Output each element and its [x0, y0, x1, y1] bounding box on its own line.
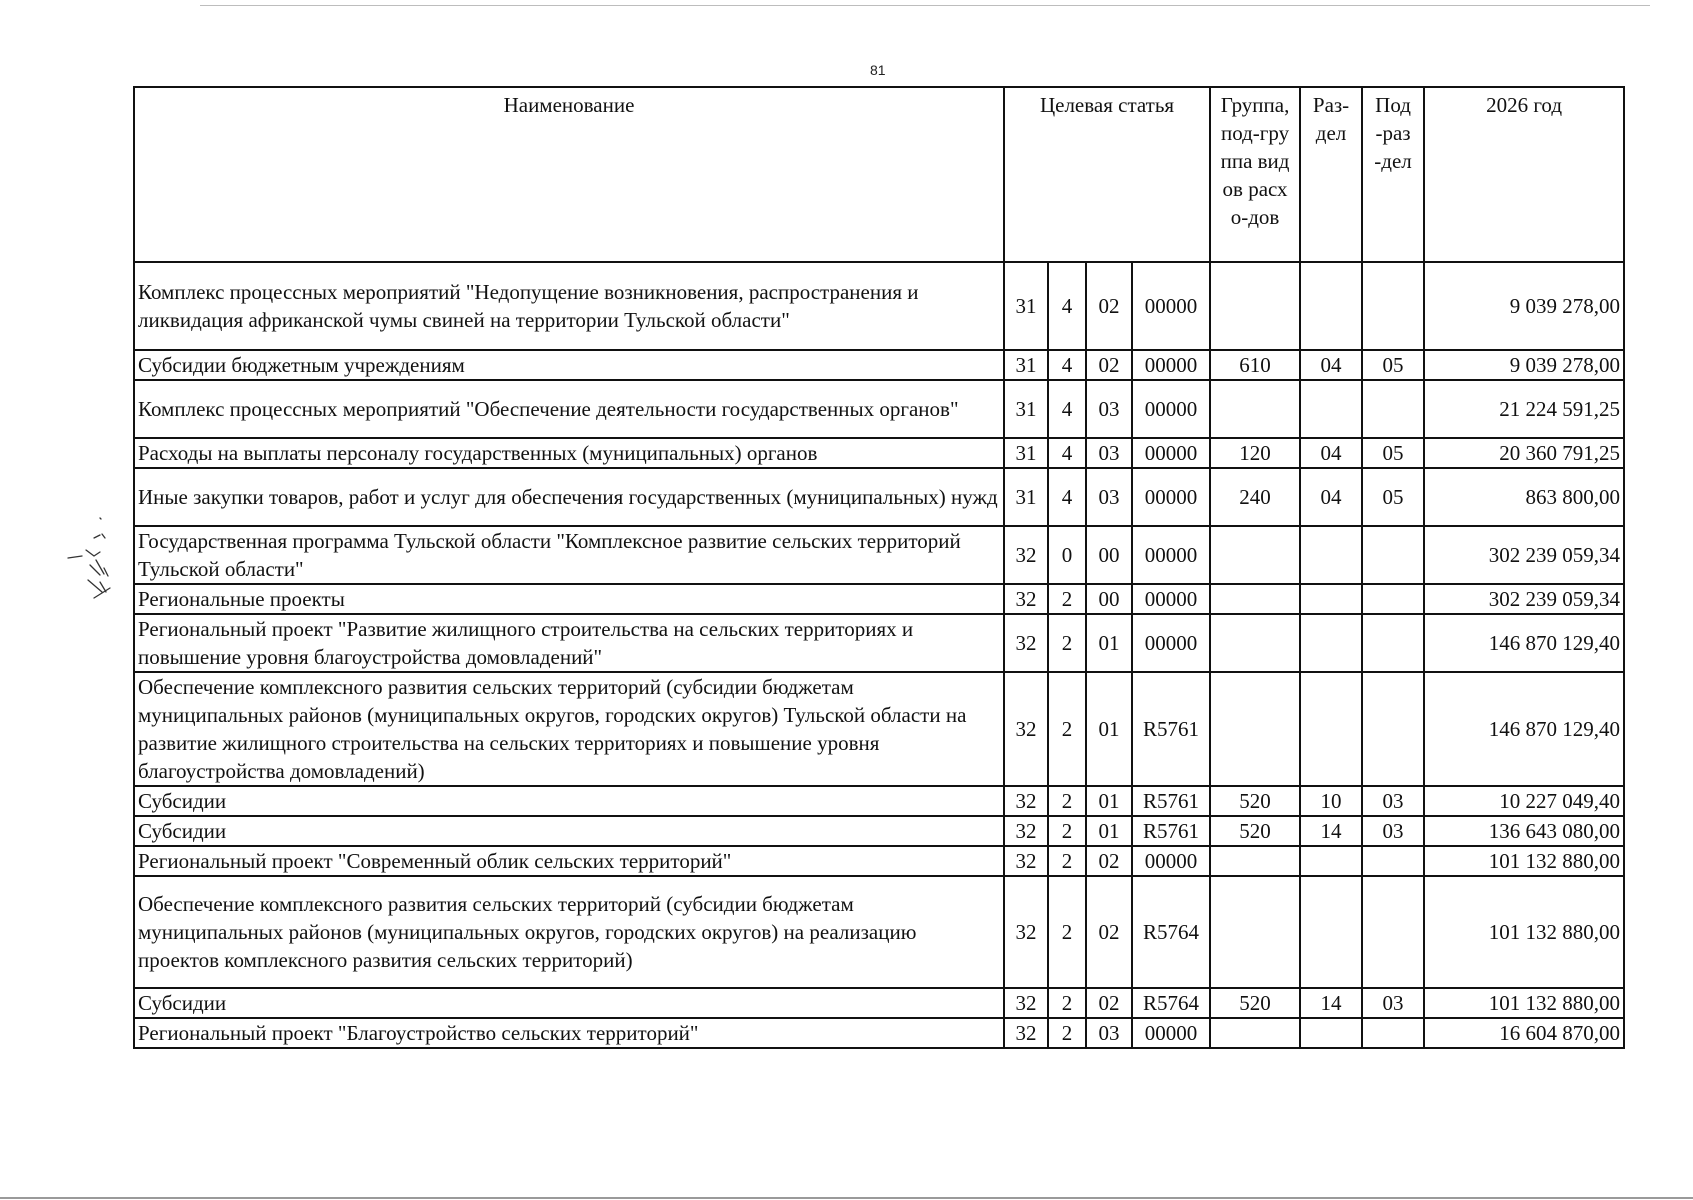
section-code: [1300, 526, 1362, 584]
table-row: [134, 816, 1624, 846]
section-code: 14: [1300, 816, 1362, 846]
section-code: [1300, 876, 1362, 988]
target-article-part-3: 01: [1086, 614, 1132, 672]
subsection-code: [1362, 846, 1424, 876]
subsection-code: 05: [1362, 350, 1424, 380]
target-article-part-4: 00000: [1132, 526, 1210, 584]
table-row: [134, 468, 1624, 526]
table-body: [134, 262, 1624, 1048]
expense-group-code: 520: [1210, 988, 1300, 1018]
subsection-code: 03: [1362, 786, 1424, 816]
target-article-part-2: 2: [1048, 846, 1086, 876]
section-code: 04: [1300, 438, 1362, 468]
table-row: [134, 876, 1624, 988]
header-subsection: Под-раз-дел: [1362, 87, 1424, 262]
subsection-code: 05: [1362, 438, 1424, 468]
target-article-part-1: 32: [1004, 614, 1048, 672]
target-article-part-4: 00000: [1132, 614, 1210, 672]
header-target-article: Целевая статья: [1004, 87, 1210, 262]
subsection-code: 03: [1362, 988, 1424, 1018]
target-article-part-2: 2: [1048, 816, 1086, 846]
expense-group-code: 520: [1210, 816, 1300, 846]
target-article-part-2: 4: [1048, 438, 1086, 468]
table-row: [134, 786, 1624, 816]
table-row: [134, 584, 1624, 614]
amount-2026: 101 132 880,00: [1424, 876, 1624, 988]
row-name: Комплекс процессных мероприятий "Недопущение возникновения, распространения и ликвидация африканской чумы свиней на территории Тульской области": [134, 262, 1004, 350]
target-article-part-1: 32: [1004, 786, 1048, 816]
target-article-part-4: 00000: [1132, 438, 1210, 468]
section-code: 14: [1300, 988, 1362, 1018]
target-article-part-4: 00000: [1132, 1018, 1210, 1048]
row-name: Обеспечение комплексного развития сельских территорий (субсидии бюджетам муниципальных районов (муниципальных округов, городских округов) Тульской области на развитие жилищного строительства на сельских территориях и повышение уровня благоустройства домовладений): [134, 672, 1004, 786]
target-article-part-4: R5761: [1132, 672, 1210, 786]
expense-group-code: 120: [1210, 438, 1300, 468]
table-row: [134, 846, 1624, 876]
table-row: [134, 1018, 1624, 1048]
target-article-part-2: 2: [1048, 614, 1086, 672]
row-name: Региональный проект "Развитие жилищного строительства на сельских территориях и повышение уровня благоустройства домовладений": [134, 614, 1004, 672]
target-article-part-1: 31: [1004, 438, 1048, 468]
target-article-part-3: 02: [1086, 846, 1132, 876]
target-article-part-4: 00000: [1132, 350, 1210, 380]
table-row: [134, 380, 1624, 438]
amount-2026: 146 870 129,40: [1424, 614, 1624, 672]
table-row: [134, 614, 1624, 672]
subsection-code: [1362, 380, 1424, 438]
header-year: 2026 год: [1424, 87, 1624, 262]
target-article-part-4: 00000: [1132, 584, 1210, 614]
subsection-code: [1362, 1018, 1424, 1048]
target-article-part-4: 00000: [1132, 380, 1210, 438]
scan-edge-bottom: [0, 1197, 1693, 1199]
table-row: [134, 526, 1624, 584]
expense-group-code: [1210, 876, 1300, 988]
row-name: Субсидии: [134, 786, 1004, 816]
row-name: Региональный проект "Благоустройство сельских территорий": [134, 1018, 1004, 1048]
target-article-part-4: 00000: [1132, 846, 1210, 876]
section-code: [1300, 584, 1362, 614]
amount-2026: 302 239 059,34: [1424, 584, 1624, 614]
target-article-part-2: 4: [1048, 350, 1086, 380]
row-name: Обеспечение комплексного развития сельских территорий (субсидии бюджетам муниципальных районов (муниципальных округов, городских округов) на реализацию проектов комплексного развития сельских территорий): [134, 876, 1004, 988]
expense-group-code: [1210, 526, 1300, 584]
target-article-part-2: 2: [1048, 786, 1086, 816]
target-article-part-1: 32: [1004, 846, 1048, 876]
row-name: Региональный проект "Современный облик сельских территорий": [134, 846, 1004, 876]
amount-2026: 10 227 049,40: [1424, 786, 1624, 816]
target-article-part-4: R5761: [1132, 816, 1210, 846]
row-name: Комплекс процессных мероприятий "Обеспечение деятельности государственных органов": [134, 380, 1004, 438]
target-article-part-3: 00: [1086, 526, 1132, 584]
target-article-part-1: 31: [1004, 350, 1048, 380]
table-row: [134, 672, 1624, 786]
target-article-part-2: 2: [1048, 672, 1086, 786]
target-article-part-1: 31: [1004, 468, 1048, 526]
amount-2026: 863 800,00: [1424, 468, 1624, 526]
target-article-part-2: 2: [1048, 876, 1086, 988]
target-article-part-3: 02: [1086, 350, 1132, 380]
amount-2026: 101 132 880,00: [1424, 988, 1624, 1018]
target-article-part-4: 00000: [1132, 468, 1210, 526]
expense-group-code: [1210, 1018, 1300, 1048]
amount-2026: 302 239 059,34: [1424, 526, 1624, 584]
table-row: [134, 350, 1624, 380]
scan-edge-top: [200, 5, 1650, 6]
expense-group-code: [1210, 262, 1300, 350]
target-article-part-2: 2: [1048, 584, 1086, 614]
subsection-code: 03: [1362, 816, 1424, 846]
section-code: 04: [1300, 350, 1362, 380]
section-code: [1300, 846, 1362, 876]
section-code: [1300, 262, 1362, 350]
target-article-part-1: 31: [1004, 380, 1048, 438]
target-article-part-1: 32: [1004, 876, 1048, 988]
row-name: Субсидии: [134, 816, 1004, 846]
target-article-part-3: 03: [1086, 1018, 1132, 1048]
header-expense-group: Группа, под-группа видов расхо-дов: [1210, 87, 1300, 262]
row-name: Расходы на выплаты персоналу государственных (муниципальных) органов: [134, 438, 1004, 468]
target-article-part-1: 32: [1004, 1018, 1048, 1048]
amount-2026: 101 132 880,00: [1424, 846, 1624, 876]
budget-table: [133, 86, 1625, 1049]
target-article-part-2: 4: [1048, 380, 1086, 438]
target-article-part-1: 32: [1004, 672, 1048, 786]
subsection-code: [1362, 262, 1424, 350]
target-article-part-4: R5764: [1132, 876, 1210, 988]
section-code: [1300, 672, 1362, 786]
row-name: Региональные проекты: [134, 584, 1004, 614]
target-article-part-3: 03: [1086, 380, 1132, 438]
amount-2026: 146 870 129,40: [1424, 672, 1624, 786]
expense-group-code: [1210, 614, 1300, 672]
target-article-part-4: R5764: [1132, 988, 1210, 1018]
target-article-part-2: 2: [1048, 988, 1086, 1018]
target-article-part-1: 32: [1004, 816, 1048, 846]
section-code: [1300, 614, 1362, 672]
target-article-part-3: 02: [1086, 988, 1132, 1018]
expense-group-code: 520: [1210, 786, 1300, 816]
target-article-part-1: 32: [1004, 988, 1048, 1018]
target-article-part-3: 02: [1086, 262, 1132, 350]
target-article-part-4: 00000: [1132, 262, 1210, 350]
expense-group-code: [1210, 846, 1300, 876]
subsection-code: [1362, 614, 1424, 672]
subsection-code: [1362, 584, 1424, 614]
margin-handwriting-mark: [60, 510, 130, 610]
expense-group-code: [1210, 584, 1300, 614]
row-name: Субсидии бюджетным учреждениям: [134, 350, 1004, 380]
table-header-row: [134, 87, 1624, 262]
target-article-part-2: 2: [1048, 1018, 1086, 1048]
table-row: [134, 438, 1624, 468]
target-article-part-1: 32: [1004, 526, 1048, 584]
amount-2026: 20 360 791,25: [1424, 438, 1624, 468]
amount-2026: 16 604 870,00: [1424, 1018, 1624, 1048]
target-article-part-4: R5761: [1132, 786, 1210, 816]
section-code: [1300, 1018, 1362, 1048]
section-code: 04: [1300, 468, 1362, 526]
expense-group-code: [1210, 672, 1300, 786]
subsection-code: [1362, 672, 1424, 786]
target-article-part-3: 02: [1086, 876, 1132, 988]
subsection-code: [1362, 526, 1424, 584]
section-code: 10: [1300, 786, 1362, 816]
row-name: Субсидии: [134, 988, 1004, 1018]
header-section: Раз-дел: [1300, 87, 1362, 262]
target-article-part-3: 01: [1086, 786, 1132, 816]
table-row: [134, 988, 1624, 1018]
expense-group-code: [1210, 380, 1300, 438]
header-name: Наименование: [134, 87, 1004, 262]
row-name: Иные закупки товаров, работ и услуг для обеспечения государственных (муниципальных) нужд: [134, 468, 1004, 526]
row-name: Государственная программа Тульской области "Комплексное развитие сельских территорий Тульской области": [134, 526, 1004, 584]
section-code: [1300, 380, 1362, 438]
target-article-part-3: 03: [1086, 438, 1132, 468]
expense-group-code: 240: [1210, 468, 1300, 526]
target-article-part-3: 01: [1086, 816, 1132, 846]
amount-2026: 136 643 080,00: [1424, 816, 1624, 846]
target-article-part-1: 31: [1004, 262, 1048, 350]
target-article-part-3: 03: [1086, 468, 1132, 526]
table-row: [134, 262, 1624, 350]
amount-2026: 21 224 591,25: [1424, 380, 1624, 438]
page-number: 81: [870, 62, 886, 78]
target-article-part-2: 4: [1048, 262, 1086, 350]
target-article-part-1: 32: [1004, 584, 1048, 614]
subsection-code: [1362, 876, 1424, 988]
amount-2026: 9 039 278,00: [1424, 262, 1624, 350]
target-article-part-2: 0: [1048, 526, 1086, 584]
target-article-part-2: 4: [1048, 468, 1086, 526]
target-article-part-3: 01: [1086, 672, 1132, 786]
subsection-code: 05: [1362, 468, 1424, 526]
expense-group-code: 610: [1210, 350, 1300, 380]
target-article-part-3: 00: [1086, 584, 1132, 614]
amount-2026: 9 039 278,00: [1424, 350, 1624, 380]
